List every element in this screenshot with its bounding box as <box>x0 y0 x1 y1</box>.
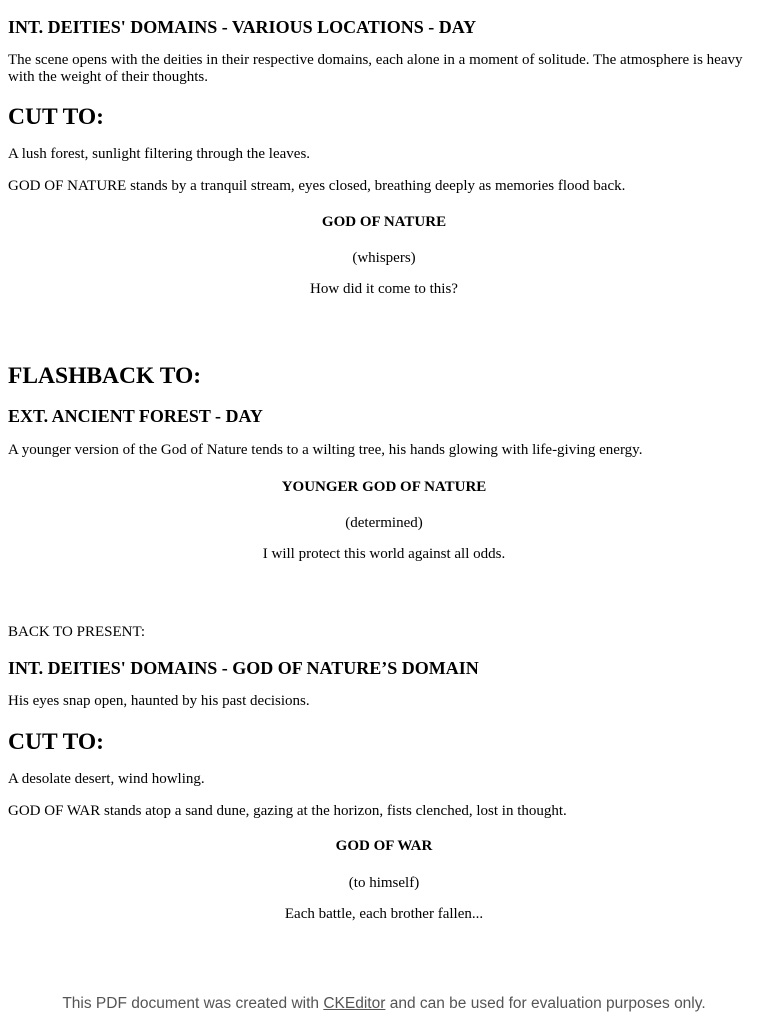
action-scene-opening: The scene opens with the deities in their respective domains, each alone in a moment of solitude. The atmosphere is heavy with the weight of their thoughts. <box>8 52 743 85</box>
action-younger-god: A younger version of the God of Nature tends to a wilting tree, his hands glowing with life-giving energy. <box>8 442 643 458</box>
action-desolate-desert: A desolate desert, wind howling. <box>8 771 205 787</box>
action-god-of-war: GOD OF WAR stands atop a sand dune, gazing at the horizon, fists clenched, lost in thought. <box>8 803 567 819</box>
parenthetical-to-himself: (to himself) <box>348 875 420 891</box>
parenthetical-whispers: (whispers) <box>352 250 416 266</box>
transition-cut-to-1: CUT TO: <box>8 104 104 130</box>
character-god-of-war: GOD OF WAR <box>335 838 433 854</box>
character-younger-god-of-nature: YOUNGER GOD OF NATURE <box>281 479 487 495</box>
scene-heading-ancient-forest: EXT. ANCIENT FOREST - DAY <box>8 406 263 426</box>
scene-heading-nature-domain: INT. DEITIES' DOMAINS - GOD OF NATURE’S DOMAIN <box>8 658 479 678</box>
transition-back-to-present: BACK TO PRESENT: <box>8 624 146 640</box>
action-eyes-snap-open: His eyes snap open, haunted by his past decisions. <box>8 693 310 709</box>
evaluation-footer <box>0 995 768 1013</box>
scene-heading-various-locations: INT. DEITIES' DOMAINS - VARIOUS LOCATIONS - DAY <box>8 17 477 37</box>
dialogue-how-did-it-come: How did it come to this? <box>310 281 458 297</box>
dialogue-each-battle: Each battle, each brother fallen... <box>284 906 484 922</box>
ckeditor-link[interactable]: CKEditor <box>323 995 386 1012</box>
character-god-of-nature: GOD OF NATURE <box>321 214 447 230</box>
dialogue-protect-world: I will protect this world against all odds. <box>262 546 506 562</box>
transition-cut-to-2: CUT TO: <box>8 729 104 755</box>
parenthetical-determined: (determined) <box>345 515 423 531</box>
footer-suffix: and can be used for evaluation purposes only. <box>385 995 706 1012</box>
action-god-of-nature: GOD OF NATURE stands by a tranquil stream, eyes closed, breathing deeply as memories flood back. <box>8 178 626 194</box>
footer-prefix: This PDF document was created with <box>62 995 324 1012</box>
transition-flashback-to: FLASHBACK TO: <box>8 363 202 389</box>
action-lush-forest: A lush forest, sunlight filtering through the leaves. <box>8 146 311 162</box>
